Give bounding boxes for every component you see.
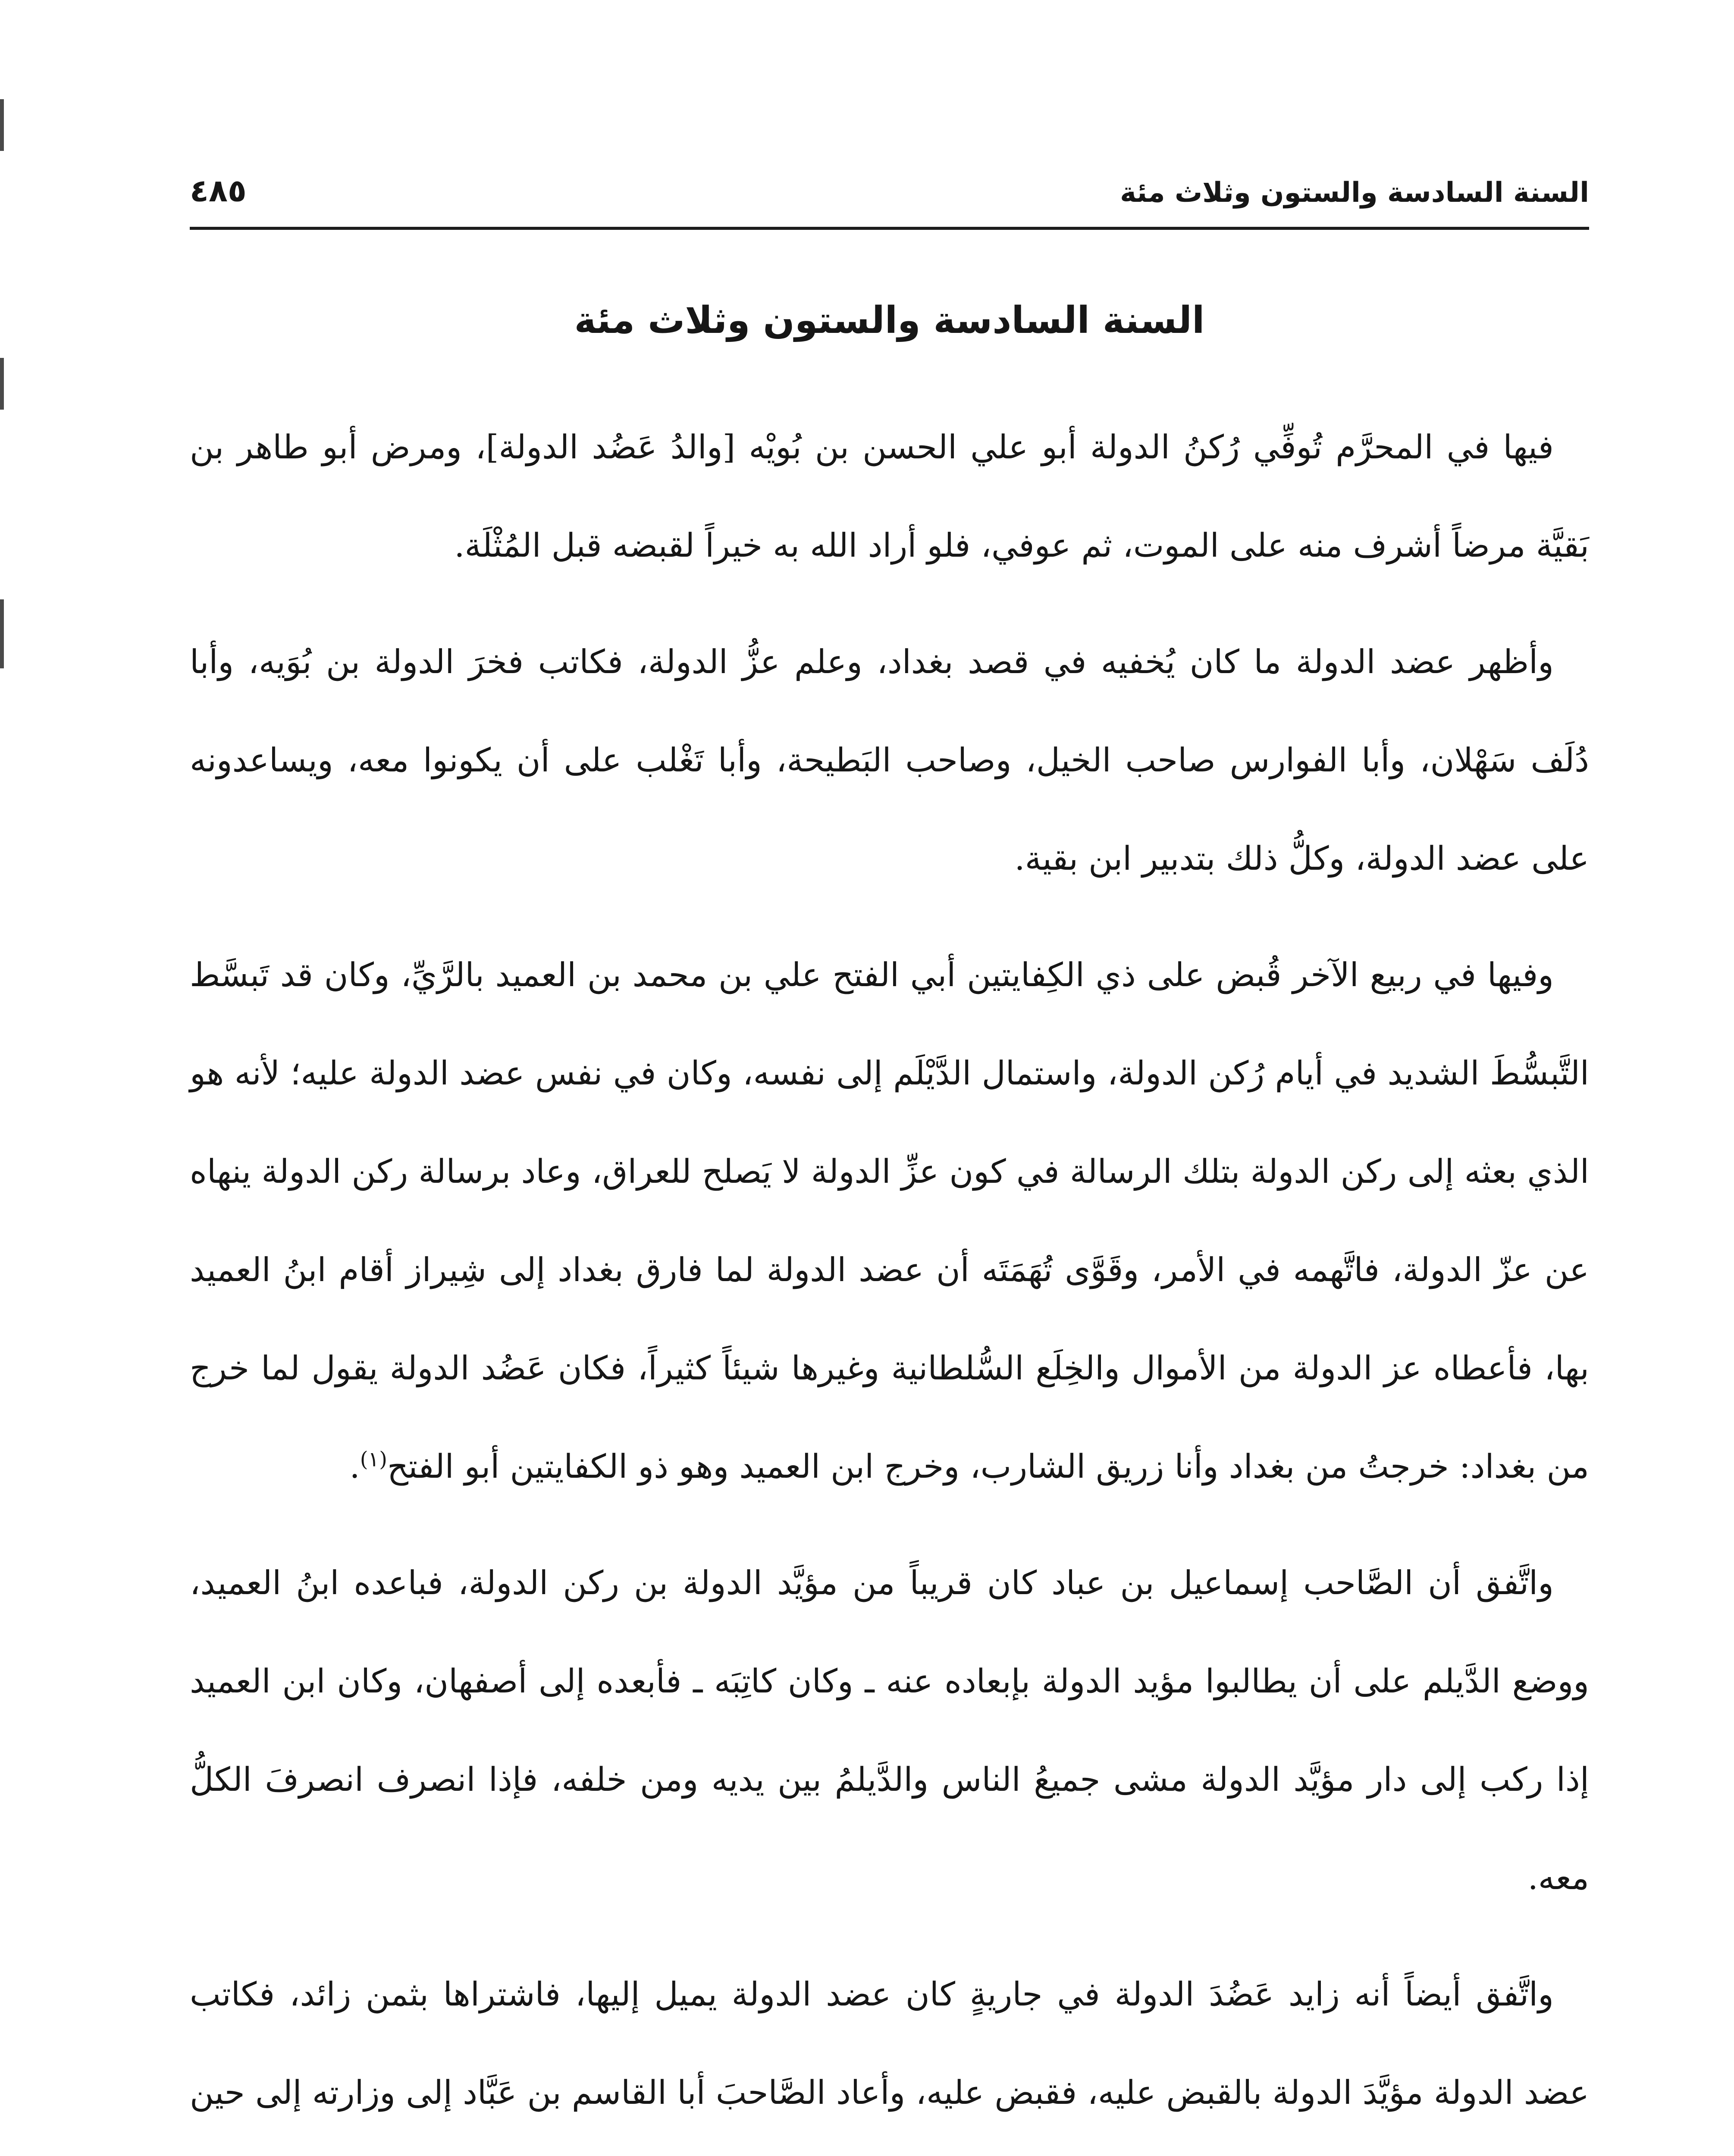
footnote-reference: (١) xyxy=(360,1447,387,1472)
paragraph-3-tail: . xyxy=(349,1447,360,1485)
paragraph-5: واتَّفق أيضاً أنه زايد عَضُدَ الدولة في جاريةٍ كان عضد الدولة يميل إليها، فاشتراها بثمن زائد، فكاتب عضد الدولة مؤيَّدَ الدولة بالقبض عليه، فقبض عليه، وأعاد الصَّاحبَ أبا القاسم بن عَبَّاد إلى وزارته إلى حين xyxy=(190,1975,1590,2112)
chapter-heading: السنة السادسة والستون وثلاث مئة xyxy=(574,299,1205,342)
paragraph-2: وأظهر عضد الدولة ما كان يُخفيه في قصد بغداد، وعلم عزُّ الدولة، فكاتب فخرَ الدولة بن بُوَيه، وأبا دُلَف سَهْلان، وأبا الفوارس صاحب الخيل، وصاحب البَطيحة، وأبا تَغْلب على أن يكونوا معه، ويساعدونه على عضد الدولة، وكلُّ ذلك بتدبير ابن بقية. xyxy=(190,642,1589,877)
margin-mark-middle xyxy=(0,358,4,410)
page-number: ٤٨٥ xyxy=(190,172,247,209)
book-page xyxy=(190,155,1589,2156)
header-rule xyxy=(190,227,1589,230)
paragraph-4: واتَّفق أن الصَّاحب إسماعيل بن عباد كان قريباً من مؤيَّد الدولة بن ركن الدولة، فباعده ابنُ العميد، ووضع الدَّيلم على أن يطالبوا مؤيد الدولة بإبعاده عنه ـ وكان كاتِبَه ـ فأبعده إلى أصفهان، وكان ابن العميد إذا ركب إلى دار مؤيَّد الدولة مشى جميعُ الناس والدَّيلمُ بين يديه ومن خلفه، فإذا انصرف انصرفَ الكلُّ معه. xyxy=(190,1564,1590,1897)
paragraph-3-text: وفيها في ربيع الآخر قُبض على ذي الكِفايتين أبي الفتح علي بن محمد بن العميد بالرَّيِّ، وكان قد تَبسَّط التَّبسُّطَ الشديد في أيام رُكن الدولة، واستمال الدَّيْلَم إلى نفسه، وكان في نفس عضد الدولة عليه؛ لأنه هو الذي بعثه إلى ركن الدولة بتلك الرسالة في كون عزِّ الدولة لا يَصلح للعراق، وعاد برسالة ركن الدولة ينهاه عن عزّ الدولة، فاتَّهمه في الأمر، وقَوَّى تُهَمَتَه أن عضد الدولة لما فارق بغداد إلى شِيراز أقام ابنُ العميد بها، فأعطاه عز الدولة من الأموال والخِلَع السُّلطانية وغيرها شيئاً كثيراً، فكان عَضُد الدولة يقول لما خرج من بغداد: خرجتُ من بغداد وأنا زريق الشارب، وخرج ابن العميد وهو ذو الكفايتين أبو الفتح xyxy=(190,956,1589,1485)
margin-mark-top xyxy=(0,99,4,151)
running-head xyxy=(190,155,1589,224)
paragraph-1: فيها في المحرَّم تُوفِّي رُكنُ الدولة أبو علي الحسن بن بُويْه [والدُ عَضُد الدولة]، ومرض أبو طاهر بن بَقيَّة مرضاً أشرف منه على الموت، ثم عوفي، فلو أراد الله به خيراً لقبضه قبل المُثْلَة. xyxy=(190,428,1589,564)
running-head-title: السنة السادسة والستون وثلاث مئة xyxy=(1120,177,1589,209)
paragraph-3 xyxy=(190,926,1589,1516)
margin-mark-lower xyxy=(0,599,4,668)
